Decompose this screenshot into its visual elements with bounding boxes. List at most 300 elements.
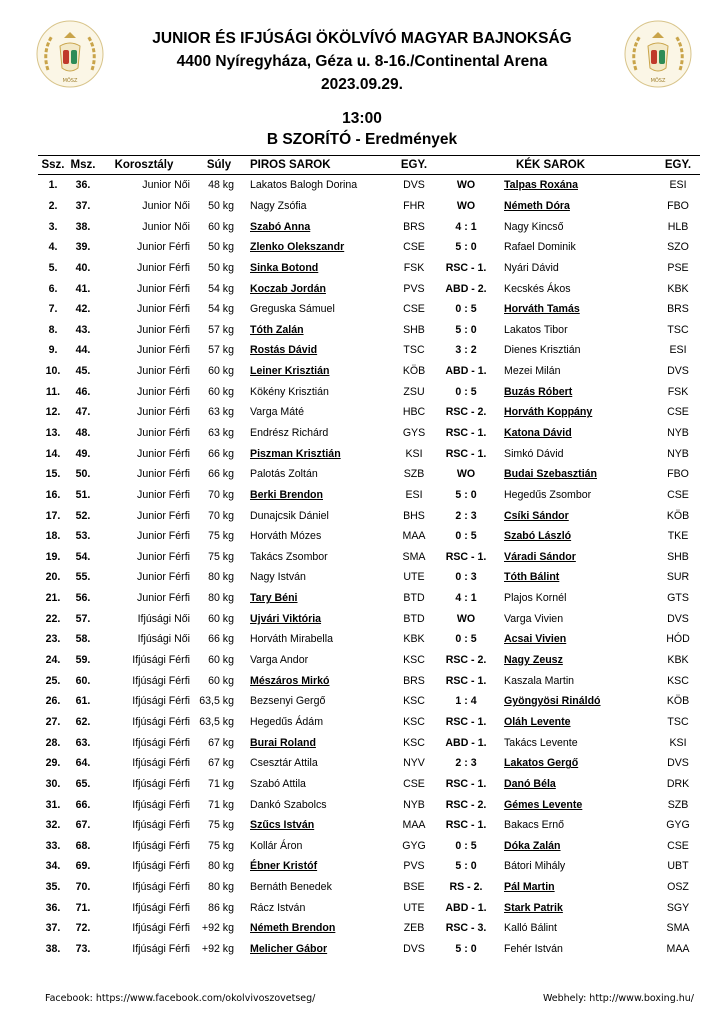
row-suly: 67 kg: [208, 757, 234, 770]
blue-corner-club: SGY: [666, 901, 690, 914]
blue-corner-club: DVS: [667, 365, 689, 378]
row-korosztaly: Junior Férfi: [137, 261, 190, 274]
red-corner-club: KSC: [403, 695, 425, 708]
blue-corner-name: Katona Dávid: [504, 427, 572, 439]
row-korosztaly: Junior Férfi: [137, 282, 190, 295]
table-row: [38, 774, 700, 795]
row-suly: 57 kg: [208, 323, 234, 336]
row-korosztaly: Junior Női: [142, 179, 190, 192]
row-suly: 57 kg: [208, 344, 234, 357]
row-korosztaly: Ifjúsági Férfi: [132, 798, 190, 811]
red-corner-club: BSE: [403, 881, 425, 894]
row-ssz: 11.: [45, 385, 61, 398]
bout-result: RSC - 2.: [445, 654, 487, 667]
blue-corner-club: KBK: [667, 282, 689, 295]
col-kek-sarok: KÉK SAROK: [498, 156, 656, 175]
row-suly: 75 kg: [208, 839, 234, 852]
blue-corner-name: Nyári Dávid: [504, 261, 559, 274]
blue-corner-club: KÖB: [666, 695, 690, 708]
row-korosztaly: Junior Férfi: [137, 323, 190, 336]
bout-result: 0 : 5: [455, 303, 477, 316]
row-suly: 66 kg: [208, 468, 234, 481]
red-corner-club: ZEB: [403, 922, 425, 935]
row-msz: 56.: [75, 592, 91, 605]
table-row: [38, 547, 700, 568]
row-suly: 75 kg: [208, 530, 234, 543]
venue-address: 4400 Nyíregyháza, Géza u. 8-16./Continental Arena: [176, 53, 548, 70]
row-msz: 44.: [75, 344, 91, 357]
bout-result: 0 : 5: [455, 839, 477, 852]
red-corner-club: BRS: [403, 220, 425, 233]
red-corner-name: Ébner Kristóf: [250, 860, 318, 873]
bout-result: 0 : 5: [455, 385, 477, 398]
red-corner-club: ZSU: [403, 385, 425, 398]
results-body: [38, 175, 700, 960]
table-row: [38, 216, 700, 237]
row-ssz: 20.: [45, 571, 61, 584]
blue-corner-club: NYB: [667, 447, 689, 460]
red-corner-club: DVS: [403, 943, 425, 956]
blue-corner-club: FSK: [667, 385, 689, 398]
red-corner-name: Burai Roland: [250, 736, 316, 749]
blue-corner-name: Oláh Levente: [504, 715, 571, 728]
red-corner-name: Németh Brendon: [250, 922, 336, 935]
row-ssz: 25.: [45, 674, 61, 687]
table-row: [38, 381, 700, 402]
row-ssz: 21.: [45, 592, 61, 605]
row-korosztaly: Ifjúsági Férfi: [132, 654, 190, 667]
bout-result: WO: [456, 179, 476, 192]
row-korosztaly: Ifjúsági Férfi: [132, 819, 190, 832]
blue-corner-name: Kalló Bálint: [504, 922, 557, 935]
row-suly: 60 kg: [208, 220, 234, 233]
red-corner-club: ESI: [405, 488, 423, 501]
row-msz: 58.: [75, 633, 91, 646]
row-ssz: 3.: [48, 220, 58, 233]
row-msz: 40.: [75, 261, 91, 274]
row-msz: 50.: [75, 468, 91, 481]
row-suly: 50 kg: [208, 261, 234, 274]
row-suly: +92 kg: [201, 943, 234, 956]
row-korosztaly: Ifjúsági Férfi: [132, 715, 190, 728]
blue-corner-name: Németh Dóra: [504, 199, 570, 212]
bout-result: RSC - 1.: [445, 674, 487, 687]
red-corner-name: Bezsenyi Gergő: [250, 695, 326, 708]
row-suly: 67 kg: [208, 736, 234, 749]
bout-result: 0 : 3: [455, 571, 477, 584]
bout-result: 4 : 1: [455, 592, 477, 605]
red-corner-name: Sinka Botond: [250, 261, 319, 274]
row-korosztaly: Ifjúsági Női: [137, 633, 190, 646]
red-corner-name: Varga Andor: [250, 654, 309, 667]
red-corner-club: KBK: [403, 633, 425, 646]
red-corner-name: Nagy István: [250, 571, 306, 584]
row-msz: 53.: [75, 530, 91, 543]
table-row: [38, 258, 700, 279]
blue-corner-club: DVS: [667, 757, 689, 770]
red-corner-name: Kökény Krisztián: [250, 385, 329, 398]
row-korosztaly: Ifjúsági Férfi: [132, 860, 190, 873]
blue-corner-name: Danó Béla: [504, 777, 556, 790]
row-ssz: 15.: [45, 468, 61, 481]
row-suly: 80 kg: [208, 592, 234, 605]
table-row: [38, 402, 700, 423]
website-link[interactable]: Webhely: http://www.boxing.hu/: [542, 993, 694, 1004]
red-corner-name: Varga Máté: [250, 406, 304, 419]
row-ssz: 10.: [45, 365, 61, 378]
blue-corner-name: Simkó Dávid: [504, 447, 564, 460]
blue-corner-name: Varga Vivien: [504, 612, 564, 625]
row-msz: 43.: [75, 323, 91, 336]
row-ssz: 29.: [45, 757, 61, 770]
red-corner-club: CSE: [403, 777, 425, 790]
bout-result: ABD - 1.: [445, 365, 487, 378]
event-date: 2023.09.29.: [321, 76, 403, 93]
red-corner-club: PVS: [403, 860, 425, 873]
table-row: [38, 464, 700, 485]
row-msz: 61.: [75, 695, 91, 708]
blue-corner-name: Pál Martin: [504, 881, 555, 894]
blue-corner-name: Gyöngyösi Rináldó: [504, 695, 601, 708]
red-corner-name: Horváth Mózes: [250, 530, 322, 543]
col-ssz: Ssz.: [38, 156, 68, 175]
table-row: [38, 567, 700, 588]
row-korosztaly: Junior Férfi: [137, 468, 190, 481]
row-ssz: 24.: [45, 654, 61, 667]
table-row: [38, 175, 700, 196]
table-row: [38, 691, 700, 712]
row-korosztaly: Junior Férfi: [137, 447, 190, 460]
row-msz: 46.: [75, 385, 91, 398]
row-korosztaly: Junior Férfi: [137, 303, 190, 316]
table-row: [38, 877, 700, 898]
col-result: [434, 156, 498, 175]
blue-corner-name: Kecskés Ákos: [504, 282, 571, 295]
row-suly: 70 kg: [208, 488, 234, 501]
row-ssz: 37.: [45, 922, 61, 935]
blue-corner-name: Kaszala Martin: [504, 674, 575, 687]
blue-corner-club: TSC: [667, 715, 689, 728]
table-row: [38, 340, 700, 361]
row-suly: 60 kg: [208, 612, 234, 625]
championship-title: JUNIOR ÉS IFJÚSÁGI ÖKÖLVÍVÓ MAGYAR BAJNOKSÁG: [152, 30, 572, 47]
row-suly: 63,5 kg: [199, 695, 234, 708]
red-corner-club: KSC: [403, 736, 425, 749]
row-msz: 63.: [75, 736, 91, 749]
red-corner-club: BRS: [403, 674, 425, 687]
row-ssz: 38.: [45, 943, 61, 956]
row-ssz: 14.: [45, 447, 61, 460]
bout-result: 5 : 0: [455, 860, 477, 873]
blue-corner-name: Nagy Kincső: [504, 220, 564, 233]
blue-corner-club: CSE: [667, 839, 689, 852]
blue-corner-name: Nagy Zeusz: [504, 654, 563, 667]
red-corner-club: UTE: [403, 901, 425, 914]
table-row: [38, 815, 700, 836]
blue-corner-name: Budai Szebasztián: [504, 468, 598, 481]
blue-corner-club: OSZ: [667, 881, 689, 894]
row-suly: 54 kg: [208, 303, 234, 316]
row-suly: +92 kg: [201, 922, 234, 935]
row-korosztaly: Junior Férfi: [137, 571, 190, 584]
row-suly: 75 kg: [208, 550, 234, 563]
table-row: [38, 443, 700, 464]
table-row: [38, 526, 700, 547]
table-header-row: [38, 156, 700, 175]
bout-result: RSC - 1.: [445, 447, 487, 460]
bout-result: 5 : 0: [455, 323, 477, 336]
row-suly: 48 kg: [208, 179, 234, 192]
table-row: [38, 753, 700, 774]
blue-corner-club: UBT: [667, 860, 689, 873]
red-corner-name: Tary Béni: [250, 592, 298, 605]
row-ssz: 27.: [45, 715, 61, 728]
blue-corner-club: CSE: [667, 406, 689, 419]
row-korosztaly: Junior Férfi: [137, 344, 190, 357]
table-row: [38, 485, 700, 506]
row-msz: 41.: [75, 282, 91, 295]
red-corner-name: Hegedűs Ádám: [250, 715, 324, 728]
blue-corner-name: Tóth Bálint: [504, 571, 560, 584]
row-suly: 70 kg: [208, 509, 234, 522]
row-msz: 60.: [75, 674, 91, 687]
blue-corner-club: NYB: [667, 427, 689, 439]
blue-corner-club: DRK: [666, 777, 690, 790]
row-ssz: 4.: [48, 241, 58, 254]
blue-corner-club: HLB: [667, 220, 689, 233]
row-suly: 60 kg: [208, 365, 234, 378]
red-corner-name: Szabó Anna: [250, 220, 311, 233]
blue-corner-club: KSI: [669, 736, 687, 749]
row-msz: 55.: [75, 571, 91, 584]
facebook-link[interactable]: Facebook: https://www.facebook.com/okolvivoszovetseg/: [45, 993, 316, 1004]
row-msz: 38.: [75, 220, 91, 233]
blue-corner-club: SUR: [666, 571, 690, 584]
blue-corner-club: DVS: [667, 612, 689, 625]
bout-result: 4 : 1: [455, 220, 477, 233]
blue-corner-name: Buzás Róbert: [504, 385, 573, 398]
table-row: [38, 897, 700, 918]
bout-result: RSC - 1.: [445, 777, 487, 790]
red-corner-name: Takács Zsombor: [250, 550, 328, 563]
row-suly: 50 kg: [208, 199, 234, 212]
results-table: [38, 155, 700, 959]
row-msz: 52.: [75, 509, 91, 522]
row-msz: 51.: [75, 488, 91, 501]
row-korosztaly: Junior Női: [142, 220, 190, 233]
red-corner-name: Szűcs István: [250, 819, 315, 832]
blue-corner-name: Takács Levente: [504, 736, 578, 749]
row-ssz: 19.: [45, 550, 61, 563]
row-msz: 57.: [75, 612, 91, 625]
row-suly: 80 kg: [208, 860, 234, 873]
blue-corner-name: Lakatos Gergő: [504, 757, 579, 770]
row-korosztaly: Ifjúsági Férfi: [132, 922, 190, 935]
row-korosztaly: Junior Női: [142, 199, 190, 212]
blue-corner-name: Hegedűs Zsombor: [504, 488, 592, 501]
row-korosztaly: Ifjúsági Férfi: [132, 901, 190, 914]
table-row: [38, 278, 700, 299]
row-ssz: 2.: [48, 199, 58, 212]
table-row: [38, 794, 700, 815]
red-corner-club: SZB: [403, 468, 425, 481]
blue-corner-name: Szabó László: [504, 530, 572, 543]
bout-result: RSC - 3.: [445, 922, 487, 935]
bout-result: 0 : 5: [455, 633, 477, 646]
blue-corner-club: SZO: [667, 241, 689, 254]
row-msz: 59.: [75, 654, 91, 667]
bout-result: WO: [456, 612, 476, 625]
red-corner-name: Endrész Richárd: [250, 427, 329, 439]
blue-corner-club: GYG: [666, 819, 690, 832]
session-heading: [0, 108, 724, 150]
blue-corner-name: Váradi Sándor: [504, 550, 576, 563]
blue-corner-club: SHB: [667, 550, 689, 563]
table-row: [38, 732, 700, 753]
red-corner-name: Tóth Zalán: [250, 323, 304, 336]
red-corner-club: CSE: [403, 241, 425, 254]
row-ssz: 23.: [45, 633, 61, 646]
bout-result: RSC - 2.: [445, 406, 487, 419]
row-msz: 49.: [75, 447, 91, 460]
red-corner-name: Dunajcsik Dániel: [250, 509, 329, 522]
row-suly: 63,5 kg: [199, 715, 234, 728]
bout-result: RSC - 1.: [445, 261, 487, 274]
blue-corner-club: PSE: [667, 261, 689, 274]
red-corner-name: Greguska Sámuel: [250, 303, 335, 316]
row-msz: 70.: [75, 881, 91, 894]
red-corner-name: Nagy Zsófia: [250, 199, 307, 212]
row-suly: 75 kg: [208, 819, 234, 832]
row-korosztaly: Ifjúsági Férfi: [132, 736, 190, 749]
blue-corner-club: ESI: [669, 344, 687, 357]
blue-corner-club: GTS: [667, 592, 689, 605]
blue-corner-name: Bakacs Ernő: [504, 819, 565, 832]
row-ssz: 32.: [45, 819, 61, 832]
red-corner-club: KSC: [403, 654, 425, 667]
blue-corner-name: Lakatos Tibor: [504, 323, 568, 336]
row-suly: 80 kg: [208, 571, 234, 584]
row-korosztaly: Junior Férfi: [137, 365, 190, 378]
blue-corner-name: Mezei Milán: [504, 365, 561, 378]
row-korosztaly: Junior Férfi: [137, 385, 190, 398]
bout-result: 2 : 3: [455, 757, 477, 770]
row-korosztaly: Junior Férfi: [137, 592, 190, 605]
row-msz: 54.: [75, 550, 91, 563]
blue-corner-name: Dienes Krisztián: [504, 344, 581, 357]
row-ssz: 18.: [45, 530, 61, 543]
bout-result: ABD - 2.: [445, 282, 487, 295]
blue-corner-club: BRS: [667, 303, 689, 316]
row-korosztaly: Junior Férfi: [137, 406, 190, 419]
red-corner-club: FHR: [403, 199, 425, 212]
red-corner-club: SMA: [402, 550, 426, 563]
red-corner-club: SHB: [403, 323, 425, 336]
row-msz: 65.: [75, 777, 91, 790]
col-egy-blue: EGY.: [656, 156, 700, 175]
blue-corner-name: Horváth Tamás: [504, 303, 580, 316]
row-korosztaly: Ifjúsági Férfi: [132, 777, 190, 790]
blue-corner-name: Bátori Mihály: [504, 860, 566, 873]
row-ssz: 13.: [45, 427, 61, 439]
row-suly: 63 kg: [208, 427, 234, 439]
red-corner-name: Szabó Attila: [250, 777, 306, 790]
row-msz: 39.: [75, 241, 91, 254]
row-korosztaly: Ifjúsági Férfi: [132, 881, 190, 894]
row-msz: 72.: [75, 922, 91, 935]
row-korosztaly: Ifjúsági Férfi: [132, 695, 190, 708]
row-suly: 50 kg: [208, 241, 234, 254]
table-row: [38, 505, 700, 526]
red-corner-club: KSC: [403, 715, 425, 728]
blue-corner-name: Csíki Sándor: [504, 509, 569, 522]
red-corner-club: HBC: [402, 406, 426, 419]
blue-corner-name: Talpas Roxána: [504, 179, 578, 192]
red-corner-name: Mészáros Mirkó: [250, 674, 330, 687]
table-row: [38, 712, 700, 733]
red-corner-name: Palotás Zoltán: [250, 468, 318, 481]
bout-result: 5 : 0: [455, 943, 477, 956]
row-msz: 62.: [75, 715, 91, 728]
row-ssz: 5.: [48, 261, 58, 274]
blue-corner-club: SMA: [666, 922, 690, 935]
row-ssz: 36.: [45, 901, 61, 914]
document-header: [0, 27, 724, 96]
row-korosztaly: Ifjúsági Férfi: [132, 757, 190, 770]
table-row: [38, 588, 700, 609]
bout-result: 0 : 5: [455, 530, 477, 543]
red-corner-name: Koczab Jordán: [250, 282, 326, 295]
bout-result: ABD - 1.: [445, 901, 487, 914]
red-corner-name: Zlenko Olekszandr: [250, 241, 345, 254]
row-msz: 47.: [75, 406, 91, 419]
table-row: [38, 196, 700, 217]
blue-corner-club: HÓD: [666, 633, 690, 646]
table-row: [38, 361, 700, 382]
row-msz: 48.: [75, 427, 91, 439]
row-ssz: 22.: [45, 612, 61, 625]
row-ssz: 28.: [45, 736, 61, 749]
row-msz: 64.: [75, 757, 91, 770]
row-korosztaly: Junior Férfi: [137, 488, 190, 501]
bout-result: RS - 2.: [449, 881, 483, 894]
col-egy-red: EGY.: [394, 156, 434, 175]
row-suly: 80 kg: [208, 881, 234, 894]
row-suly: 63 kg: [208, 406, 234, 419]
row-msz: 45.: [75, 365, 91, 378]
row-suly: 60 kg: [208, 654, 234, 667]
red-corner-club: BTD: [403, 612, 425, 625]
blue-corner-club: FBO: [667, 468, 689, 481]
table-row: [38, 237, 700, 258]
col-korosztaly: Korosztály: [98, 156, 194, 175]
blue-corner-name: Acsai Vivien: [504, 633, 567, 646]
red-corner-name: Rácz István: [250, 901, 306, 914]
row-msz: 66.: [75, 798, 91, 811]
red-corner-name: Ujvári Viktória: [250, 612, 322, 625]
red-corner-name: Berki Brendon: [250, 488, 323, 501]
red-corner-name: Kollár Áron: [250, 839, 303, 852]
bout-result: WO: [456, 468, 476, 481]
row-ssz: 26.: [45, 695, 61, 708]
row-ssz: 31.: [45, 798, 61, 811]
red-corner-club: GYG: [402, 839, 426, 852]
red-corner-club: CSE: [403, 303, 425, 316]
row-korosztaly: Ifjúsági Férfi: [132, 674, 190, 687]
bout-result: RSC - 1.: [445, 715, 487, 728]
row-ssz: 34.: [45, 860, 61, 873]
svg-text:MÖSZ: MÖSZ: [62, 78, 78, 84]
